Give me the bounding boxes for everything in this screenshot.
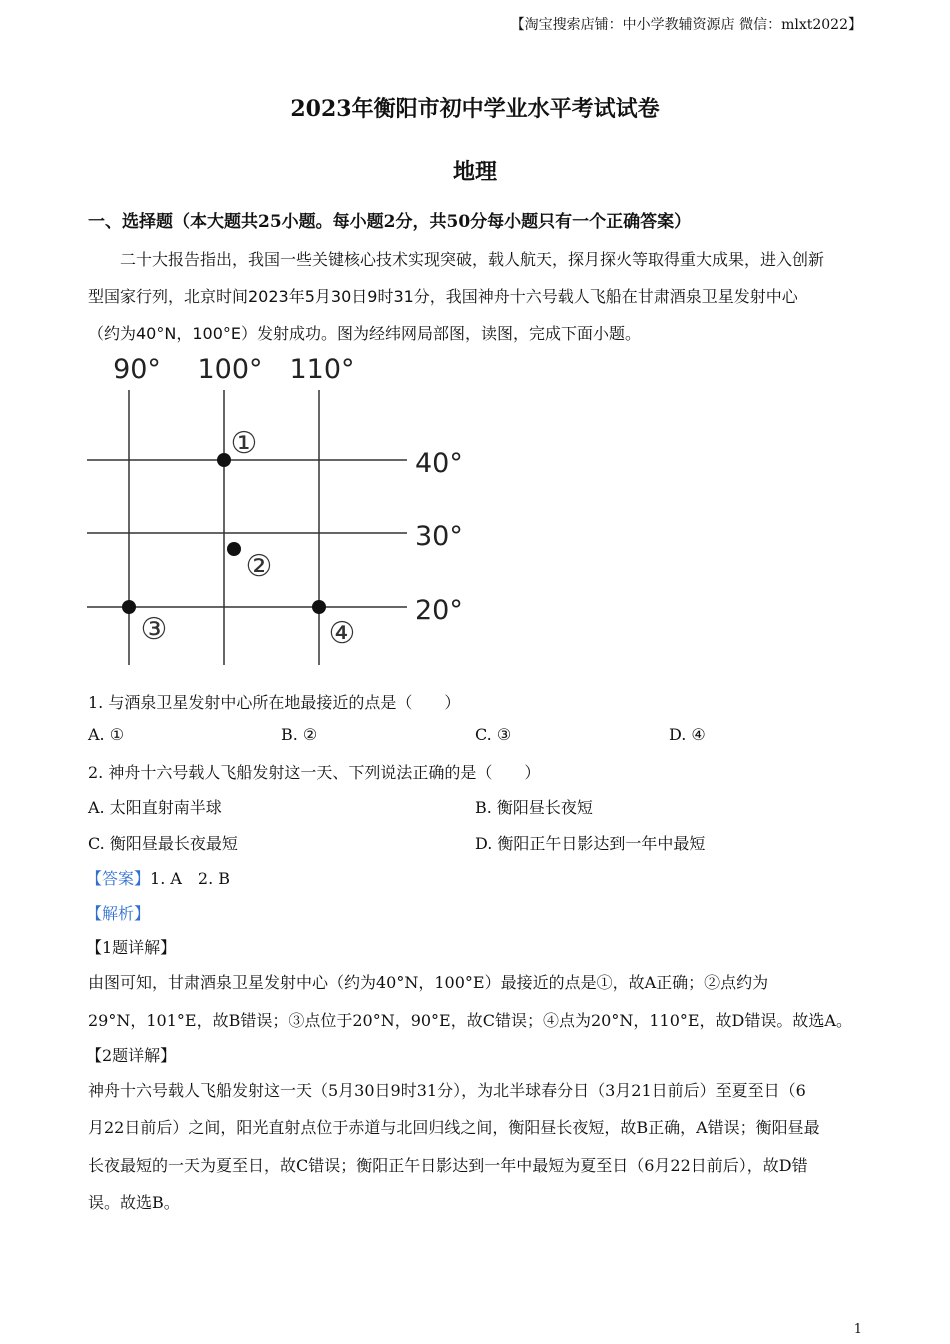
detail-2-line-4: 误。故选B。 — [88, 1193, 180, 1212]
question-2-stem: 2. 神舟十六号载人飞船发射这一天、下列说法正确的是（ ） — [88, 763, 541, 782]
point-1-label: ① — [230, 426, 258, 461]
intro-line-2: 型国家行列，北京时间2023年5月30日9时31分，我国神舟十六号载人飞船在甘肃酒泉卫星发射中心 — [88, 287, 798, 306]
latitude-label-20: 20° — [415, 595, 463, 626]
point-3-label: ③ — [140, 612, 168, 647]
detail-2-line-2: 月22日前后）之间，阳光直射点位于赤道与北回归线之间，衡阳昼长夜短，故B正确，A错误；衡阳昼最 — [88, 1118, 820, 1137]
question-2-option-c: C. 衡阳昼最长夜最短 — [88, 834, 238, 853]
question-1-option-d: D. ④ — [669, 725, 706, 744]
detail-1-line-1: 由图可知，甘肃酒泉卫星发射中心（约为40°N，100°E）最接近的点是①，故A正确；②点约为 — [88, 973, 769, 992]
answer-text: 1. A 2. B — [150, 869, 231, 888]
question-1-option-c: C. ③ — [475, 725, 512, 744]
answer-block — [86, 866, 230, 889]
page-title: 2023年衡阳市初中学业水平考试试卷 — [290, 96, 660, 122]
point-1-marker — [217, 453, 231, 467]
detail-2-line-1: 神舟十六号载人飞船发射这一天（5月30日9时31分），为北半球春分日（3月21日前后）至夏至日（6 — [88, 1081, 806, 1100]
subject-title: 地理 — [452, 159, 497, 185]
latitude-label-40: 40° — [415, 448, 463, 479]
analysis-tag: 【解析】 — [86, 904, 151, 923]
question-2-option-d: D. 衡阳正午日影达到一年中最短 — [475, 834, 706, 853]
intro-line-3: （约为40°N，100°E）发射成功。图为经纬网局部图，读图，完成下面小题。 — [88, 324, 641, 343]
point-2-label: ② — [245, 549, 273, 584]
point-4-label: ④ — [328, 616, 356, 651]
question-2-option-a: A. 太阳直射南半球 — [88, 798, 222, 817]
latitude-label-30: 30° — [415, 521, 463, 552]
graticule-map — [80, 345, 480, 675]
longitude-label-110: 110° — [289, 354, 355, 385]
intro-line-1: 二十大报告指出，我国一些关键核心技术实现突破，载人航天，探月探火等取得重大成果，进入创新 — [120, 250, 825, 269]
longitude-label-100: 100° — [197, 354, 263, 385]
detail-1-tag: 【1题详解】 — [86, 938, 177, 957]
section-heading: 一、选择题（本大题共25小题。每小题2分，共50分每小题只有一个正确答案） — [88, 212, 692, 232]
point-3-marker — [122, 600, 136, 614]
point-4-marker — [312, 600, 326, 614]
question-1-stem: 1. 与酒泉卫星发射中心所在地最接近的点是（ ） — [88, 693, 461, 712]
question-1-option-a: A. ① — [88, 725, 125, 744]
header-note: 【淘宝搜索店铺：中小学教辅资源店 微信：mlxt2022】 — [510, 17, 862, 33]
answer-tag: 【答案】 — [86, 869, 151, 888]
question-1-option-b: B. ② — [281, 725, 318, 744]
point-2-marker — [227, 542, 241, 556]
detail-1-line-2: 29°N，101°E，故B错误；③点位于20°N，90°E，故C错误；④点为20°N，110°E，故D错误。故选A。 — [88, 1011, 852, 1030]
longitude-label-90: 90° — [113, 354, 161, 385]
question-2-option-b: B. 衡阳昼长夜短 — [475, 798, 593, 817]
detail-2-tag: 【2题详解】 — [86, 1046, 177, 1065]
page-number: 1 — [853, 1322, 862, 1337]
detail-2-line-3: 长夜最短的一天为夏至日，故C错误；衡阳正午日影达到一年中最短为夏至日（6月22日前后），故D错 — [88, 1156, 808, 1175]
